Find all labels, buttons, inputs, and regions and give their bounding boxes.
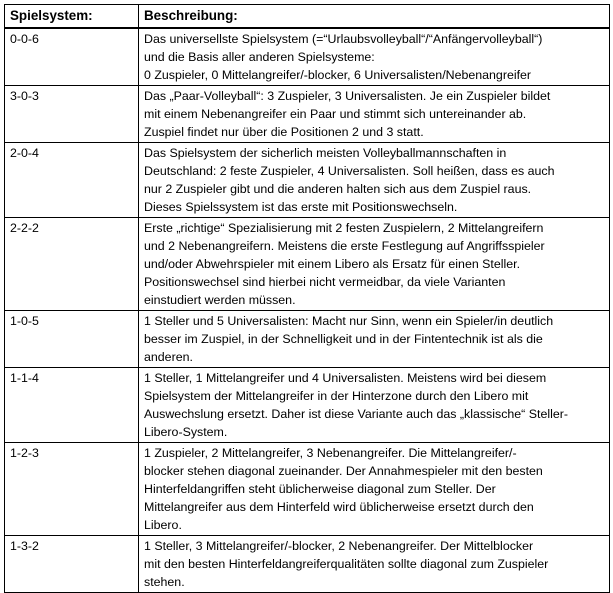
description-line: Libero-System.	[144, 425, 228, 439]
description-line: Zuspiel findet nur über die Positionen 2 und 3 statt.	[144, 125, 424, 139]
spielsystem-table	[4, 4, 610, 593]
table-header-row	[5, 5, 610, 29]
table-row	[5, 143, 610, 218]
description-line: mit den besten Hinterfeldangreiferqualitäten sollte diagonal zum Zuspieler	[144, 557, 549, 571]
spielsystem-table-container	[4, 4, 609, 593]
table-row	[5, 368, 610, 443]
description-cell	[139, 143, 610, 218]
description-line: Das universellste Spielsystem (=“Urlaubsvolleyball“/“Anfängervolleyball“)	[144, 32, 543, 46]
description-line: Hinterfeldangriffen steht üblicherweise diagonal zum Steller. Der	[144, 482, 496, 496]
table-body	[5, 28, 610, 593]
description-line: nur 2 Zuspieler gibt und die anderen halten sich aus dem Zuspiel raus.	[144, 182, 532, 196]
description-line: Das Spielsystem der sicherlich meisten Volleyballmannschaften in	[144, 146, 507, 160]
description-line: und/oder Abwehrspieler mit einem Libero als Ersatz für einen Steller.	[144, 257, 521, 271]
description-line: 0 Zuspieler, 0 Mittelangreifer/-blocker, 6 Universalisten/Nebenangreifer	[144, 68, 532, 82]
description-line: 1 Steller, 3 Mittelangreifer/-blocker, 2 Nebenangreifer. Der Mittelblocker	[144, 539, 534, 553]
table-row	[5, 536, 610, 593]
description-line: stehen.	[144, 575, 185, 589]
system-cell: 1-0-5	[5, 311, 139, 368]
table-row	[5, 86, 610, 143]
description-line: 1 Steller und 5 Universalisten: Macht nur Sinn, wenn ein Spieler/in deutlich	[144, 314, 554, 328]
system-cell: 3-0-3	[5, 86, 139, 143]
description-line: und die Basis aller anderen Spielsysteme:	[144, 50, 375, 64]
table-row	[5, 28, 610, 86]
description-line: Spielsystem der Mittelangreifer in der Hinterzone durch den Libero mit	[144, 389, 529, 403]
system-cell: 0-0-6	[5, 28, 139, 86]
description-cell	[139, 311, 610, 368]
description-line: einstudiert werden müssen.	[144, 293, 296, 307]
description-cell	[139, 536, 610, 593]
system-cell: 2-2-2	[5, 218, 139, 311]
description-cell	[139, 443, 610, 536]
description-line: Deutschland: 2 feste Zuspieler, 4 Universalisten. Soll heißen, dass es auch	[144, 164, 555, 178]
description-line: 1 Steller, 1 Mittelangreifer und 4 Universalisten. Meistens wird bei diesem	[144, 371, 547, 385]
description-line: Positionswechsel sind hierbei nicht vermeidbar, da viele Varianten	[144, 275, 506, 289]
description-line: 1 Zuspieler, 2 Mittelangreifer, 3 Nebenangreifer. Die Mittelangreifer/-	[144, 446, 517, 460]
table-row	[5, 311, 610, 368]
description-cell	[139, 86, 610, 143]
description-line: Erste „richtige“ Spezialisierung mit 2 festen Zuspielern, 2 Mittelangreifern	[144, 221, 544, 235]
system-cell: 1-1-4	[5, 368, 139, 443]
table-row	[5, 218, 610, 311]
system-cell: 2-0-4	[5, 143, 139, 218]
description-line: besser im Zuspiel, in der Schnelligkeit und in der Fintentechnik ist als die	[144, 332, 543, 346]
description-line: Dieses Spielssystem ist das erste mit Positionswechseln.	[144, 200, 458, 214]
description-cell	[139, 368, 610, 443]
system-cell: 1-3-2	[5, 536, 139, 593]
table-row	[5, 443, 610, 536]
description-line: Libero.	[144, 518, 182, 532]
description-cell	[139, 218, 610, 311]
header-beschreibung: Beschreibung:	[139, 5, 610, 29]
description-line: und 2 Nebenangreifern. Meistens die erste Festlegung auf Angriffsspieler	[144, 239, 545, 253]
description-line: anderen.	[144, 350, 193, 364]
header-spielsystem: Spielsystem:	[5, 5, 139, 29]
description-line: blocker stehen diagonal zueinander. Der Annahmespieler mit den besten	[144, 464, 543, 478]
description-line: Mittelangreifer aus dem Hinterfeld wird üblicherweise ersetzt durch den	[144, 500, 534, 514]
description-line: Auswechslung ersetzt. Daher ist diese Variante auch das „klassische“ Steller-	[144, 407, 568, 421]
description-line: mit einem Nebenangreifer ein Paar und stimmt sich untereinander ab.	[144, 107, 527, 121]
system-cell: 1-2-3	[5, 443, 139, 536]
description-line: Das „Paar-Volleyball“: 3 Zuspieler, 3 Universalisten. Je ein Zuspieler bildet	[144, 89, 551, 103]
description-cell	[139, 28, 610, 86]
